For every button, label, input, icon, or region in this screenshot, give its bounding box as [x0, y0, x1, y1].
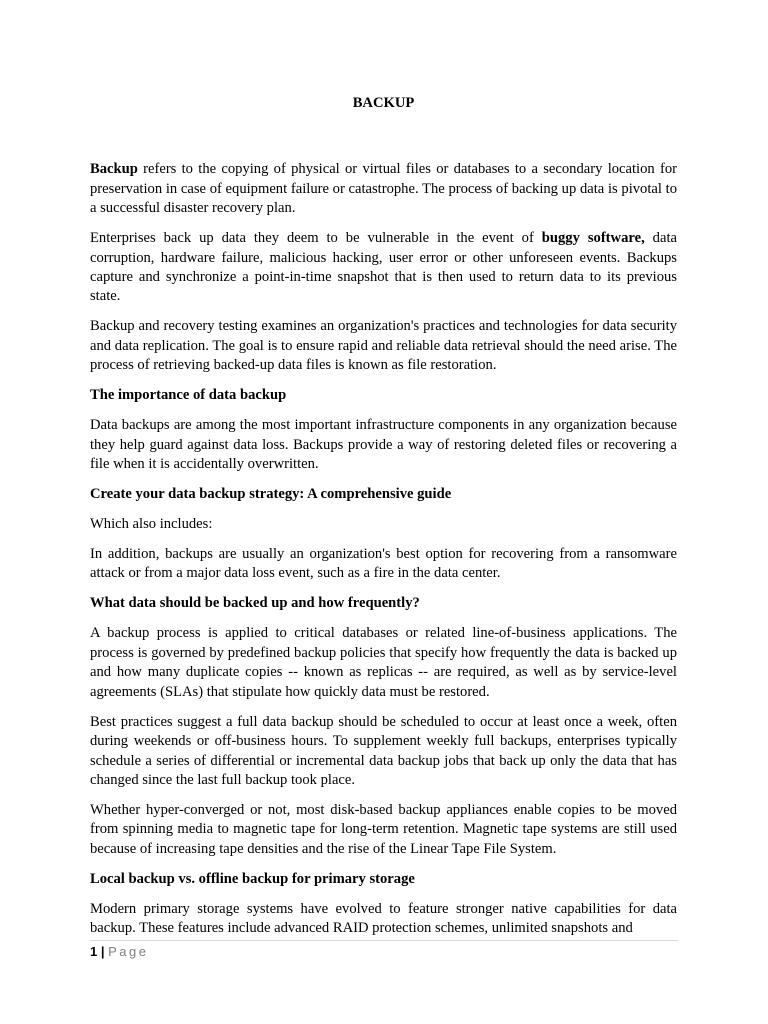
paragraph-enterprises	[90, 229, 677, 307]
paragraph-text: Enterprises back up data they deem to be vulnerable in the event of	[90, 230, 542, 247]
paragraph-tape: Whether hyper-converged or not, most disk-based backup appliances enable copies to be moved from spinning media to magnetic tape for long-term retention. Magnetic tape systems are still used because of increasing tape densities and the rise of the Linear Tape File System.	[90, 801, 677, 857]
page-label: Page	[108, 944, 149, 959]
paragraph-recovery-testing: Backup and recovery testing examines an organization's practices and technologies for data security and data replication. The goal is to ensure rapid and reliable data retrieval should the need arise. The process of retrieving backed-up data files is known as file restoration.	[90, 318, 677, 374]
paragraph-text: data corruption, hardware failure, malicious hacking, user error or other unforeseen events. Backups capture and synchronize a point-in-time snapshot that is then used to return data to its previous state.	[90, 230, 677, 305]
footer-separator: |	[100, 944, 105, 959]
document-title: BACKUP	[352, 95, 415, 111]
paragraph-primary-storage: Modern primary storage systems have evolved to feature stronger native capabilities for data backup. These features include advanced RAID protection schemes, unlimited snapshots and	[90, 900, 677, 937]
paragraph-ransomware: In addition, backups are usually an organization's best option for recovering from a ransomware attack or from a major data loss event, such as a fire in the data center.	[90, 546, 677, 582]
paragraph-backup-process: A backup process is applied to critical databases or related line-of-business applications. The process is governed by predefined backup policies that specify how frequently the data is backed up and how many duplicate copies -- known as replicas -- are required, as well as by service-level agreements (SLAs) that stipulate how quickly data must be restored.	[90, 625, 677, 700]
paragraph-importance: Data backups are among the most important infrastructure components in any organization because they help guard against data loss. Backups provide a way of restoring deleted files or recovering a file when it is accidentally overwritten.	[90, 417, 677, 473]
document-body	[90, 94, 677, 949]
heading-strategy-guide: Create your data backup strategy: A comprehensive guide	[90, 486, 452, 503]
heading-local-vs-offline: Local backup vs. offline backup for primary storage	[90, 870, 415, 887]
page-footer	[90, 944, 149, 960]
bold-term-backup: Backup	[90, 161, 138, 178]
footer-divider	[90, 940, 678, 941]
paragraph-text: refers to the copying of physical or virtual files or databases to a secondary location for preservation in case of equipment failure or catastrophe. The process of backing up data is pivotal to a successful disaster recovery plan.	[90, 161, 677, 217]
heading-importance: The importance of data backup	[90, 387, 287, 404]
paragraph-also-includes: Which also includes:	[90, 516, 213, 533]
heading-what-data: What data should be backed up and how frequently?	[90, 595, 420, 612]
page-number: 1	[90, 944, 98, 959]
paragraph-best-practices: Best practices suggest a full data backup should be scheduled to occur at least once a week, often during weekends or off-business hours. To supplement weekly full backups, enterprises typically schedule a series of differential or incremental data backup jobs that back up only the data that has changed since the last full backup took place.	[90, 713, 677, 788]
bold-term-buggy-software: buggy software,	[541, 230, 645, 247]
paragraph-backup-definition	[90, 160, 677, 218]
